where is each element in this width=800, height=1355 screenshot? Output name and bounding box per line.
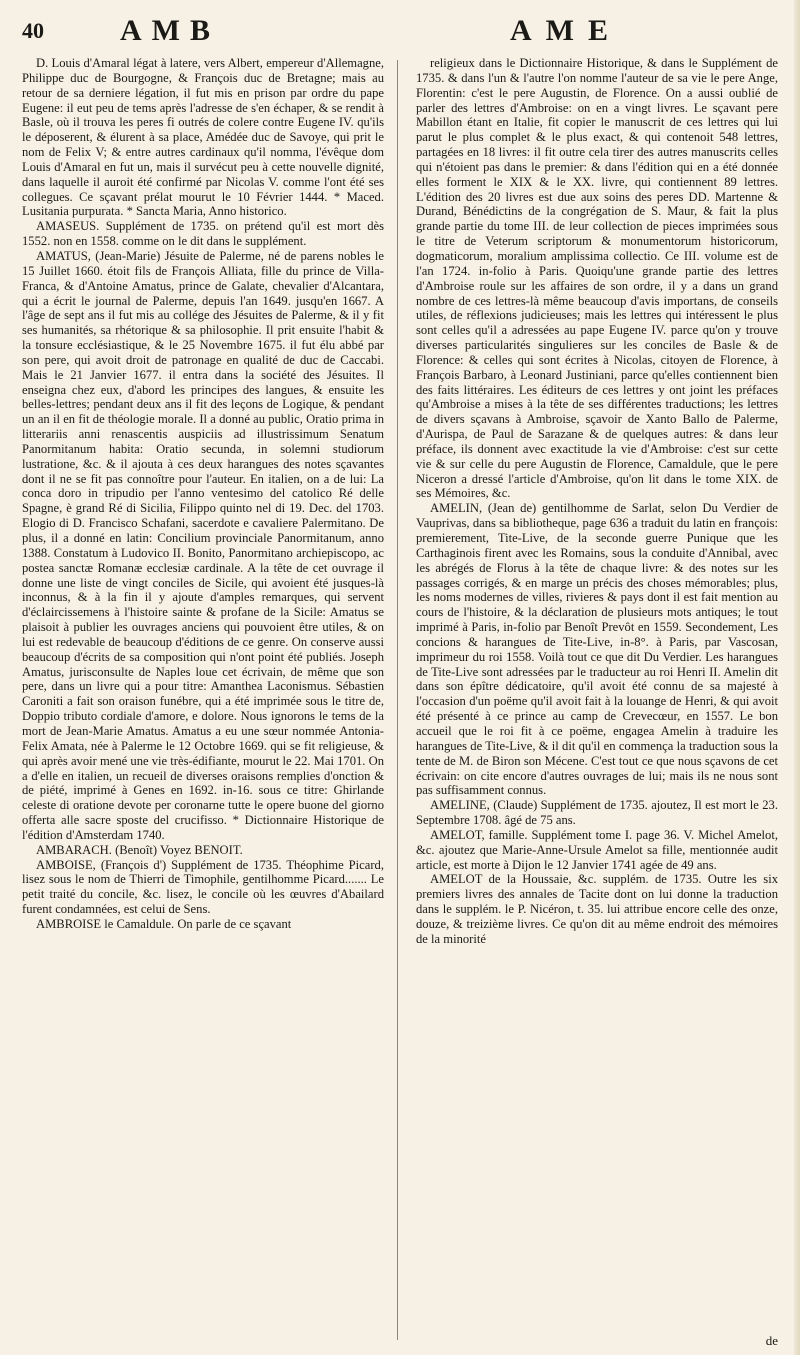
- column-divider: [397, 60, 398, 1340]
- entry-amatus: AMATUS, (Jean-Marie) Jésuite de Palerme, né de parens nobles le 15 Juillet 1660. étoit fils de François Alliata, fille du prince de Villa-Franca, & d'Antoine Amatus, prince de Galate, chevalier d'Alcantara, qui a écrit le journal de Palerme, depuis l'an 1649. jusqu'en 1667. A l'âge de sept ans il fut mis au collége des Jésuites de Palerme, & il y fit ses humanités, sa rhétorique & sa philosophie. Il prit ensuite l'habit & la tonsure ecclésiastique, & le 25 Novembre 1675. il fut élu abbé par son pere, qui avoit droit de patronage en qualité de duc de Caccabi. Mais le 21 Janvier 1677. il entra dans la société des Jésuites. Il enseigna chez eux, d'abord les principes des langues, & ensuite les belles-lettres; pendant deux ans il fit des leçons de Logique, & pendant un an il en fit de théologie morale. Il a donné au public, Oratio prima in litterariis anni renascentis auspiciis ad illustrissimum Senatum Panormitanum habita: Oratio secunda, in solemni studiorum lustratione, &c. & il ajouta à ces deux harangues des notes sçavantes dont il ne se fit pas connoître pour l'auteur. En italien, on a de lui: La conca doro in tripudio per l'anno ventesimo del catolico Ré delle Spagne, è grand Ré di Sicilia, Filippo quinto nel di 19. Dec. del 1703. Elogio di D. Francisco Schafani, sacerdote e cavaliere Palermitano. De plus, il a donné en latin: Concilium provinciale Panormitanum, anno 1388. Constatum à Ludovico II. Bonito, Panormitano archiepiscopo, ac postea sanctæ Romanæ ecclesiæ cardinale. A la tête de cet ouvrage il donne une liste de vingt conciles de Sicile, qui avoient été jusques-là inconnus, & à la fin il y ajoute d'amples remarques, qui servent d'éclaircissemens à l'histoire sainte & profane de la Sicile: Amatus se plaisoit à publier les ouvrages anciens qui pouvoient être utiles, & on lui est redevable de beaucoup d'éditions de ce genre. On conserve aussi beaucoup d'écrits de sa composition qui n'ont point été publiés. Joseph Amatus, jurisconsulte de Naples loue cet écrivain, de même que son pere, dans un livre qui a pour titre: Amanthea Laconismus. Sébastien Caroniti a fait son oraison funébre, qui a été imprimée sous le titre de, Doppio tributo cordiale d'amore, e dolore. Nous ignorons le tems de la mort de Jean-Marie Amatus. Amatus a eu une sœur nommée Antonia-Felix Amata, née à Palerme le 12 Octobre 1669. qui se fit religieuse, & qui après avoir mené une vie très-édifiante, mourut le 22. Mai 1701. On a d'elle en italien, un recueil de diverses oraisons remplies d'onction & de piété, imprimé à Genes en 1692. in-16. sous ce titre: Ghirlande celeste di oratione devote per coronarne tutte le opere buone del giorno offerta alle sacre sposte del crucifisso. * Dictionnaire Historique de l'édition d'Amsterdam 1740.: [22, 248, 384, 842]
- entry-ameline: AMELINE, (Claude) Supplément de 1735. ajoutez, Il est mort le 23. Septembre 1708. âgé de 75 ans.: [416, 798, 778, 828]
- catchword: de: [765, 1333, 778, 1348]
- page-number: 40: [22, 18, 44, 43]
- entry-amboise: AMBOISE, (François d') Supplément de 1735. Théophime Picard, lisez sous le nom de Thierri de Timophile, gentilhomme Picard....... Le petit traité du concile, &c. lisez, le concile où les œuvres d'Abailard furent condamnées, est celui de Sens.: [22, 857, 384, 917]
- page-edge: [794, 0, 800, 1355]
- entry-ambroise-start: AMBROISE le Camaldule. On parle de ce sçavant: [36, 916, 292, 931]
- right-column: [416, 56, 778, 1344]
- running-head-left: AMB: [120, 14, 220, 47]
- entry-amelot-houssaie: AMELOT de la Houssaie, &c. supplém. de 1735. Outre les six premiers livres des annales de Tacite dont on lui donne la traduction dans le supplém. le P. Nicéron, t. 35. lui attribue encore celle des onze, douze, & treizième livres. Ce qu'on dit au même endroit des mémoires de la minorité: [416, 872, 778, 946]
- entry-ambroise-cont: religieux dans le Dictionnaire Historique, & dans le Supplément de 1735. & dans l'un & l'autre l'on nomme l'auteur de sa vie le pere Ange, Florentin: c'est le pere Augustin, de Florence. On a aussi oublié de parler des lettres d'Ambroise: on en a vingt livres. Le sçavant pere Mabillon étant en Italie, fit copier le manuscrit de ces lettres qui lui parut le plus complet & le plus exact, & qui contenoit 548 lettres, partagées en 18 livres: il fit outre cela tirer des autres manuscrits celles qui n'étoient pas dans le premier: & dans l'édition qui en a été donnée elles forment le XIX & le XX. livre, qui contiennent 89 lettres. L'édition des 20 livres est due aux soins des peres DD. Martenne & Durand, Bénédictins de la congrégation de S. Maur, & fait la plus grande partie du tome III. de leur collection de pieces imprimées sous le titre de Veterum scriptorum & monumentorum historicorum, dogmaticorum, moralium amplissima collectio. Ce III. volume est de l'an 1724. in-folio à Paris. Quoiqu'une grande partie des lettres d'Ambroise roule sur les affaires de son ordre, il y a dans un grand nombre de ces lettres-là même beaucoup d'avis importans, de conseils utiles, de réflexions judicieuses; mais les lettres qui intéressent le plus sont celles qu'il a adressées au pape Eugene IV. parce qu'on y trouve diverses particularités singulieres sur les conciles de Basle & de Florence: & celles qui sont écrites à Nicolas, citoyen de Florence, à François Barbaro, à Leonard Justiniani, parce qu'elles contiennent bien des faits littéraires. Les éditeurs de ces lettres y ont joint les préfaces qu'Ambroise a mises à la tête de ses différentes traductions; les lettres de divers sçavans à Ambroise, sçavoir de Xanto Ballo de Palerme, d'Aurispa, de Paul de Sarazane & de quelques autres: & dans leur préface, ils donnent avec exactitude la vie d'Ambroise: c'est sur cette vie & sur celle du pere Augustin de Florence, Camaldule, que le pere Niceron a dressé l'article d'Ambroise, qu'on lit dans le tome XIX. de ses Mémoires, &c.: [416, 56, 778, 501]
- left-column: [22, 56, 384, 1344]
- entry-amelin: AMELIN, (Jean de) gentilhomme de Sarlat, selon Du Verdier de Vauprivas, dans sa bibliotheque, page 636 a traduit du latin en françois: premierement, Tite-Live, de la seconde guerre Punique que les Carthaginois firent avec les Romains, sous la conduite d'Annibal, avec les abrégés de Florus à la tête de chaque livre: & des notes sur les passages corrigés, & en marge un précis des choses mémorables; plus, les noms modernes de villes, rivieres & pays dont il est fait mention au cours de l'histoire, & la déclaration de plusieurs mots antiques; le tout imprimé à Paris, in-folio par Benoît Prevôt en 1559. Secondement, Les concions & harangues de Tite-Live, in-8°. à Paris, par Vascosan, imprimeur du roi 1558. Voilà tout ce que dit Du Verdier. Les harangues de Tite-Live sont adressées par le traducteur au roi Henri II. Amelin dit dans son épître dédicatoire, qu'il avoit été connu de sa majesté à l'occasion d'un poëme qu'il avoit fait à la louange de Henri, & qui avoit été présenté à ce prince au camp de Crevecœur, en 1557. Le bon accueil que le roi fit à ce poëme, engagea Amelin à traduire les harangues de Tite-Live, & il dit qu'il en commença la traduction sous la tente de M. de Biron son Mécene. C'est tout ce que nous sçavons de cet écrivain: on cite encore d'autres ouvrages de lui; mais ils ne nous sont pas suffisamment connus.: [416, 501, 778, 798]
- entry-amelot-famille: AMELOT, famille. Supplément tome I. page 36. V. Michel Amelot, &c. ajoutez que Marie-Anne-Ursule Amelot sa fille, mentionnée audit article, est morte à Dijon le 12 Janvier 1741 agée de 49 ans.: [416, 827, 778, 872]
- entry-amaral-end: D. Louis d'Amaral légat à latere, vers Albert, empereur d'Allemagne, Philippe duc de Bourgogne, & François duc de Bretagne; mais au retour de sa derniere légation, il fut mis en prison par ordre du pape Eugene: il eut peu de tems après l'adresse de s'en échaper, & se rendit à Basle, où il trouva les peres fi outrés de colere contre Eugene IV. qu'ils le déposerent, & élurent à sa place, Amédée duc de Savoye, qui prit le nom de Felix V; & entre autres cardinaux qu'il nomma, l'évêque dom Louis d'Amaral en fut un, mais il survécut peu à cette nouvelle dignité, dans laquelle il auroit été confirmé par Nicolas V. comme l'ont été ses collegues. Ce sçavant prélat mourut le 10 Février 1444. * Maced. Lusitania purpurata. * Sancta Maria, Anno historico.: [22, 56, 384, 219]
- entry-ambarach: AMBARACH. (Benoît) Voyez BENOIT.: [36, 842, 243, 857]
- page-header: [22, 14, 778, 52]
- running-head-right: AME: [510, 14, 622, 47]
- entry-amaseus: AMASEUS. Supplément de 1735. on prétend qu'il est mort dès 1552. non en 1558. comme on le dit dans le supplément.: [22, 219, 384, 249]
